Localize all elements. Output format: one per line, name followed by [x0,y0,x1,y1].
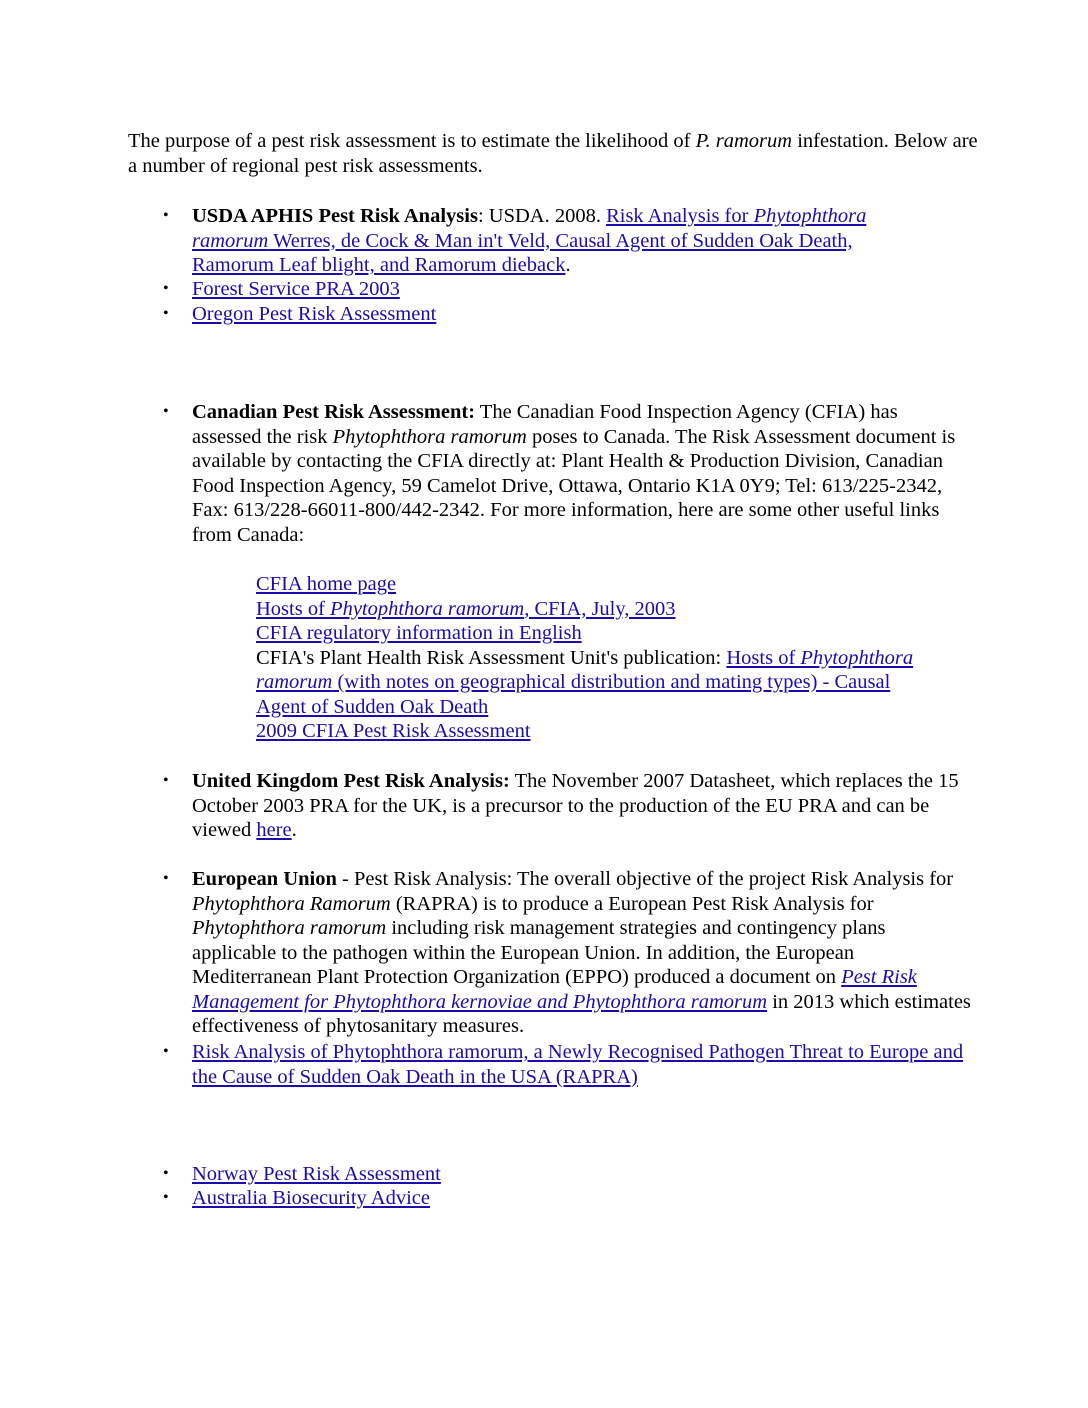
oregon-link[interactable]: Oregon Pest Risk Assessment [192,303,437,325]
cfia-hosts-link[interactable]: Hosts of Phytophthora ramorum, CFIA, July, 2003 [256,597,676,620]
intro-text-end: infestation. Below are a number of regional pest risk assessments. [128,130,978,177]
bullet [163,277,175,302]
eppo-link[interactable]: Pest Risk Management for Phytophthora kernoviae and Phytophthora ramorum [192,966,917,1013]
norway-link[interactable]: Norway Pest Risk Assessment [192,1163,441,1185]
eu-heading: European Union [192,868,337,890]
usda-risk-analysis-link[interactable]: Risk Analysis for Phytophthora ramorum Werres, de Cock & Man in't Veld, Causal Agent of Sudden Oak Death, Ramorum Leaf blight, and Ramorum dieback [192,205,867,276]
norway-item [192,1162,972,1187]
uk-heading: United Kingdom Pest Risk Analysis: [192,770,510,792]
bullet [163,1162,175,1187]
cfia-publication-link[interactable]: Hosts of Phytophthora ramorum (with notes on geographical distribution and mating types) - Causal Agent of Sudden Oak Death [256,646,914,718]
australia-item [192,1186,972,1211]
intro-text: The purpose of a pest risk assessment is to estimate the likelihood of [128,130,696,152]
usda-heading: USDA APHIS Pest Risk Analysis [192,205,478,227]
forest-service-item [192,277,972,302]
australia-link[interactable]: Australia Biosecurity Advice [192,1187,430,1209]
intro-paragraph [128,129,988,178]
usda-text: : USDA. 2008. [477,205,607,227]
rapra-link[interactable]: Risk Analysis of Phytophthora ramorum, a Newly Recognised Pathogen Threat to Europe and the Cause of Sudden Oak Death in the USA (RAPRA) [192,1041,964,1088]
uk-item: United Kingdom Pest Risk Analysis: The November 2007 Datasheet, which replaces the 15 October 2003 PRA for the UK, is a precursor to the production of the EU PRA and can be viewed here. [192,770,959,841]
bullet [163,1040,175,1065]
canada-heading: Canadian Pest Risk Assessment: [192,401,476,423]
forest-service-link[interactable]: Forest Service PRA 2003 [192,278,400,300]
uk-here-link[interactable]: here [256,819,292,841]
canada-links [256,572,976,744]
canada-item: Canadian Pest Risk Assessment: The Canadian Food Inspection Agency (CFIA) has assessed the risk Phytophthora ramorum poses to Canada. The Risk Assessment document is available by contacting the CFIA directly at: Plant Health & Production Division, Canadian Food Inspection Agency, 59 Camelot Drive, Ottawa, Ontario K1A 0Y9; Tel: 613/225-2342, Fax: 613/228-66011-800/442-2342. For more information, here are some other useful links from Canada: [192,401,956,546]
bullet [163,769,175,794]
intro-italic: P. ramorum [695,130,793,152]
oregon-item [192,302,972,327]
bullet [163,204,175,229]
bullet [163,302,175,327]
cfia-home-link[interactable]: CFIA home page [256,573,397,595]
rapra-item [192,1040,972,1089]
bullet [163,1186,175,1211]
cfia-publication: CFIA's Plant Health Risk Assessment Unit's publication: Hosts of Phytophthora ramorum (with notes on geographical distribution and mating types) - Causal Agent of Sudden Oak Death [256,646,914,718]
bullet [163,867,175,892]
usda-item: USDA APHIS Pest Risk Analysis: USDA. 2008. Risk Analysis for Phytophthora ramorum Werres, de Cock & Man in't Veld, Causal Agent of Sudden Oak Death, Ramorum Leaf blight, and Ramorum dieback. [192,205,867,276]
bullet [163,400,175,425]
cfia-2009-pra-link[interactable]: 2009 CFIA Pest Risk Assessment [256,720,531,742]
cfia-regulatory-link[interactable]: CFIA regulatory information in English [256,622,582,644]
eu-item: European Union - Pest Risk Analysis: The overall objective of the project Risk Analysis for Phytophthora Ramorum (RAPRA) is to produce a European Pest Risk Analysis for Phytophthora ramorum including risk management strategies and contingency plans applicable to the pathogen within the European Union. In addition, the European Mediterranean Plant Protection Organization (EPPO) produced a document on Pest Risk Management for Phytophthora kernoviae and Phytophthora ramorum in 2013 which estimates effectiveness of phytosanitary measures. [192,868,971,1037]
